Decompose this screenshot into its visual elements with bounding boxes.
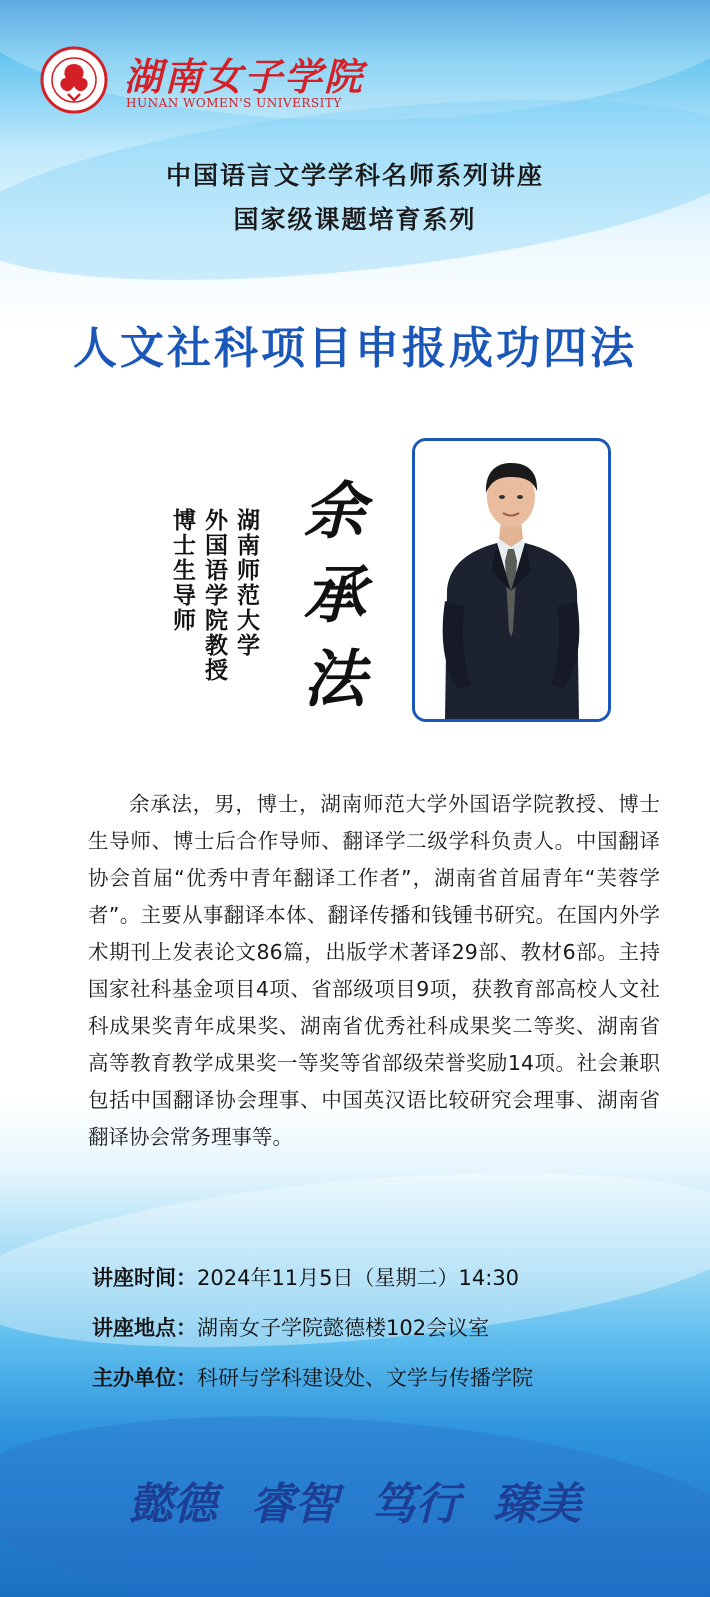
speaker-photo	[412, 438, 611, 722]
lecture-place-row	[92, 1312, 489, 1342]
place-label: 讲座地点：	[92, 1316, 197, 1340]
speaker-affiliation-1: 湖南师范大学	[233, 508, 259, 658]
university-logo-en: HUNAN WOMEN'S UNIVERSITY	[126, 96, 342, 110]
time-value: 2024年11月5日（星期二）14:30	[197, 1266, 520, 1290]
speaker-bio: 余承法，男，博士，湖南师范大学外国语学院教授、博士生导师、博士后合作导师、翻译学二级学科负责人。中国翻译协会首届“优秀中青年翻译工作者”，湖南省首届青年“芙蓉学者”。主要从事翻译本体、翻译传播和钱锺书研究。在国内外学术期刊上发表论文86篇，出版学术著译29部、教材6部。主持国家社科基金项目4项、省部级项目9项，获教育部高校人文社科成果奖青年成果奖、湖南省优秀社科成果奖二等奖、湖南省高等教育教学成果奖一等奖等省部级荣誉奖励14项。社会兼职包括中国翻译协会理事、中国英汉语比较研究会理事、湖南省翻译协会常务理事等。	[88, 792, 660, 1149]
speaker-name: 余承法	[293, 478, 366, 730]
host-label: 主办单位：	[92, 1366, 197, 1390]
series-line-1: 中国语言文学学科名师系列讲座	[165, 161, 544, 190]
lecture-time-row	[92, 1262, 519, 1292]
speaker-affiliation-3: 博士生导师	[169, 508, 195, 633]
university-logo-cn: 湖南女子学院	[124, 54, 365, 99]
lecture-host-row	[92, 1362, 533, 1392]
series-line-2: 国家级课题培育系列	[233, 205, 477, 234]
host-value: 科研与学科建设处、文学与传播学院	[197, 1366, 533, 1390]
university-motto: 懿德 睿智 笃行 臻美	[129, 1479, 581, 1530]
time-label: 讲座时间：	[92, 1266, 197, 1290]
lecture-title: 人文社科项目申报成功四法	[73, 323, 637, 374]
speaker-portrait-icon	[415, 441, 608, 719]
place-value: 湖南女子学院懿德楼102会议室	[197, 1316, 490, 1340]
speaker-affiliation-2: 外国语学院教授	[201, 508, 227, 683]
university-seal-icon	[40, 46, 108, 114]
